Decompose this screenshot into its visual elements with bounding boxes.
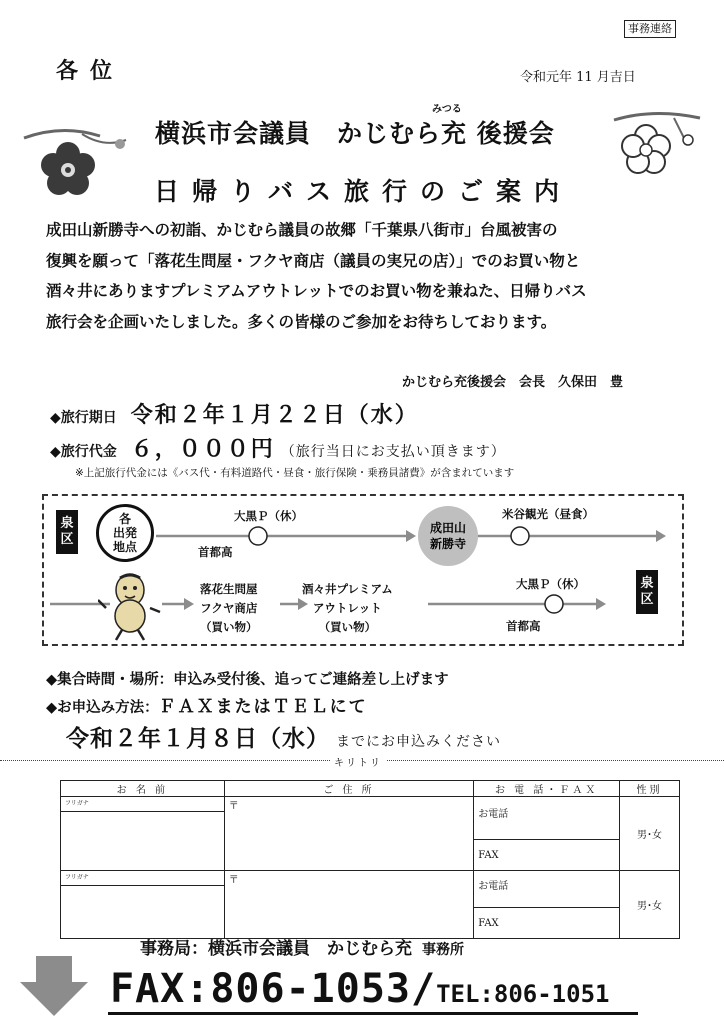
trip-date-value: 令和２年１月２２日（水） [130,403,419,428]
outlet-line: 酒々井プレミアム [302,582,393,596]
naritasan-line: 成田山 [429,521,466,535]
body-line: 旅行会を企画いたしました。多くの皆様のご参加をお待ちしております。 [46,312,557,331]
organization-title: 横浜市会議員 かじむら充 後援会 [155,119,555,148]
trip-price-row [50,432,506,463]
shutoko-1: 首都高 [198,545,233,559]
phone-label: お電話 [478,881,509,892]
postal-mark: 〒 [228,875,239,886]
application-form [60,780,680,939]
phone-cell[interactable] [474,797,620,840]
application-deadline [66,720,501,753]
postal-mark: 〒 [228,801,239,812]
deadline-date: 令和２年１月８日（水） [66,726,330,752]
phone-cell[interactable] [474,871,620,908]
header-name: お 名 前 [61,781,225,797]
office-suffix: 事務所 [422,942,464,958]
body-line: 成田山新勝寺への初詣、かじむら議員の故郷「千葉県八街市」台風被害の [46,221,558,239]
fukuya-line: 落花生問屋 [200,582,258,596]
oguro-rest-2: 大黒Ｐ（休） [516,577,585,591]
naritasan-shinshoji-stop [418,506,478,566]
form-entry-row [61,797,680,840]
departure-line: 出発 [112,526,137,540]
furigana-label: フリガナ [61,871,224,886]
name-cell[interactable] [61,871,225,939]
departure-line: 地点 [112,540,137,554]
trip-date-row [50,398,419,429]
issue-date: 令和元年 11 月吉日 [520,70,636,85]
route-arrow-2 [478,526,668,546]
contact-underline [108,1012,638,1015]
yoneya-lunch: 米谷観光（昼食） [502,507,594,521]
peanut-mascot-icon [98,568,162,642]
furigana-label: フリガナ [61,797,224,812]
office-name: 事務局：横浜市会議員 かじむら充 [140,939,412,959]
fax-cell[interactable] [474,908,620,939]
route-arrow-6 [428,594,608,614]
down-arrow-icon [18,956,90,1018]
application-method [46,692,368,717]
oguro-rest-1: 大黒Ｐ（休） [234,509,303,523]
contact-numbers [110,966,609,1012]
shisui-outlet-stop [302,580,393,637]
address-cell[interactable] [224,871,474,939]
route-arrow-4 [162,594,196,614]
naritasan-line: 新勝寺 [429,537,466,551]
method-value: ＦＡＸまたはＴＥＬにて [158,697,368,717]
fukuya-shop-stop [200,580,258,637]
notice-label: 事務連絡 [624,20,676,38]
gender-options: 男･女 [637,830,663,841]
office-line [140,934,464,959]
departure-points [96,504,154,562]
route-start-izumi: 泉区 [56,510,78,554]
route-end-izumi: 泉区 [636,570,658,614]
header-phone-fax: お 電 話・ＦＡＸ [474,781,620,797]
address-cell[interactable] [224,797,474,871]
cut-label: キリトリ [330,754,386,769]
tel-number: TEL:806-1051 [436,980,610,1008]
addressee: 各位 [56,59,125,84]
method-label: ◆お申込み方法： [46,700,159,716]
trip-date-label: ◆旅行期日 [50,410,117,426]
trip-price-label: ◆旅行代金 [50,444,117,460]
gender-cell[interactable] [620,797,680,871]
departure-line: 各 [118,512,131,526]
body-line: 復興を願って「落花生問屋・フクヤ商店（議員の実兄の店）」でのお買い物と [46,251,581,270]
body-line: 酒々井にありますプレミアムアウトレットでのお買い物を兼ねた、日帰りバス [46,282,587,300]
gender-cell[interactable] [620,871,680,939]
name-cell[interactable] [61,797,225,871]
fukuya-line: （買い物） [200,620,258,634]
plum-blossom-left-icon [22,122,132,202]
trip-price-value: ６，０００円 [130,437,275,462]
name-ruby: みつる [432,104,462,115]
signature: かじむら充後援会 会長 久保田 豊 [402,375,624,390]
fax-cell[interactable] [474,840,620,871]
fax-label: FAX [478,849,499,861]
guide-title: 日帰りバス旅行のご案内 [154,177,573,206]
header-gender: 性別 [620,781,680,797]
fax-label: FAX [478,917,499,929]
shutoko-2: 首都高 [506,619,541,633]
price-includes-note: ※上記旅行代金には《バス代・有料道路代・昼食・旅行保険・乗務員諸費》が含まれています [75,467,515,479]
header-address: ご 住 所 [224,781,474,797]
form-entry-row [61,871,680,908]
fukuya-line: フクヤ商店 [200,601,258,615]
outlet-line: （買い物） [318,620,377,634]
gathering-info: ◆集合時間・場所：申込み受付後、追ってご連絡差し上げます [46,672,449,688]
body-text [46,215,686,337]
trip-price-note: （旅行当日にお支払い頂きます） [280,444,506,460]
route-arrow-1 [156,526,418,546]
plum-blossom-right-icon [604,108,704,188]
gender-options: 男･女 [637,901,663,912]
phone-label: お電話 [478,809,509,820]
deadline-tail: までにお申込みください [336,734,501,750]
route-diagram [42,494,684,646]
outlet-line: アウトレット [312,601,382,615]
fax-number: FAX:806-1053/ [110,966,437,1012]
